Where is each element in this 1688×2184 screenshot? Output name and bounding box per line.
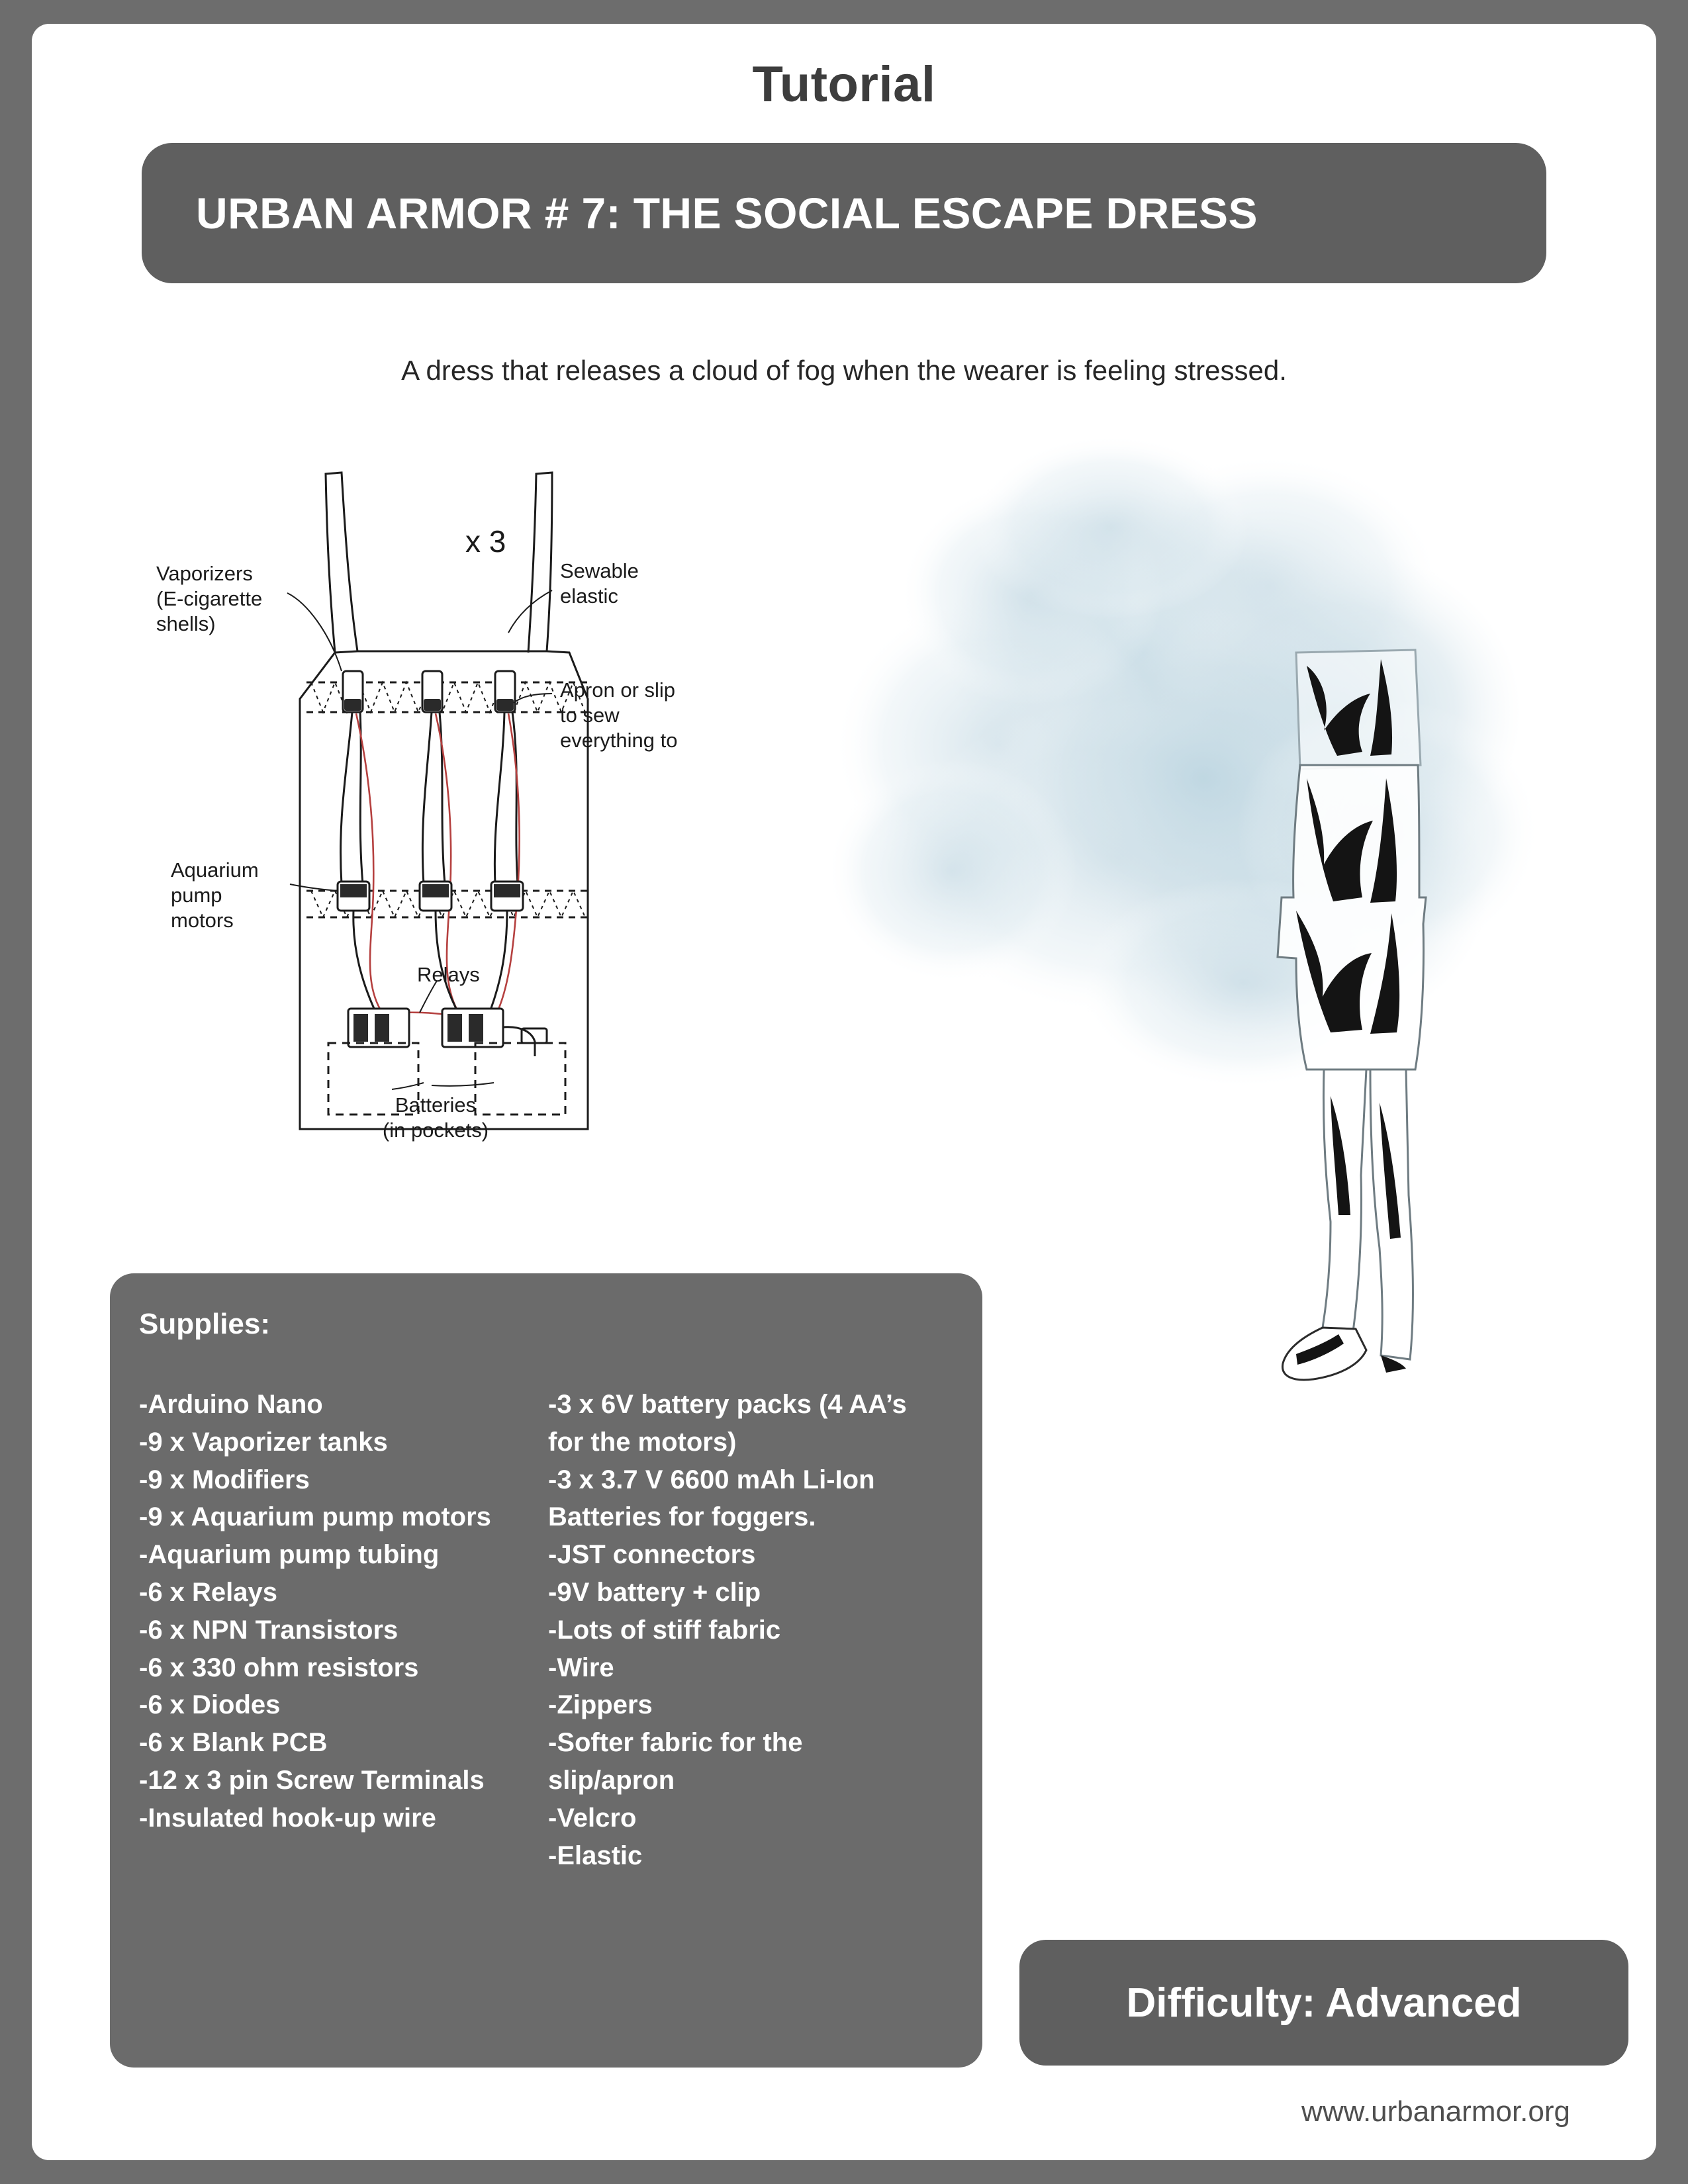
title-banner-text: URBAN ARMOR # 7: THE SOCIAL ESCAPE DRESS bbox=[196, 189, 1258, 238]
page-title: Tutorial bbox=[752, 56, 936, 113]
difficulty-badge bbox=[1019, 1940, 1628, 2066]
list-item: -JST connectors bbox=[548, 1540, 756, 1570]
list-item: -3 x 3.7 V 6600 mAh Li-Ion Batteries for foggers. bbox=[548, 1465, 875, 1532]
list-item: -6 x Relays bbox=[139, 1577, 278, 1607]
list-item: -Softer fabric for the slip/apron bbox=[548, 1728, 803, 1795]
supplies-column-left bbox=[139, 1386, 516, 1874]
list-item: -Velcro bbox=[548, 1803, 637, 1833]
dress-schematic-svg bbox=[164, 461, 866, 1242]
list-item: -9V battery + clip bbox=[548, 1577, 761, 1607]
list-item: -3 x 6V battery packs (4 AA’s for the motors) bbox=[548, 1390, 907, 1457]
list-item: -12 x 3 pin Screw Terminals bbox=[139, 1765, 485, 1795]
tutorial-sheet bbox=[32, 24, 1656, 2160]
label-sewable-elastic: Sewable elastic bbox=[560, 559, 639, 608]
dress-schematic-diagram bbox=[156, 461, 866, 1242]
footer-url: www.urbanarmor.org bbox=[1301, 2095, 1570, 2128]
list-item: -9 x Aquarium pump motors bbox=[139, 1502, 491, 1532]
list-item: -Aquarium pump tubing bbox=[139, 1540, 440, 1570]
list-item: -Elastic bbox=[548, 1841, 643, 1870]
label-batteries: Batteries (in pockets) bbox=[382, 1093, 489, 1142]
list-item: -Arduino Nano bbox=[139, 1390, 323, 1419]
subtitle: A dress that releases a cloud of fog when the wearer is feeling stressed. bbox=[401, 355, 1287, 386]
supplies-columns bbox=[139, 1386, 960, 1874]
difficulty-label: Difficulty: Advanced bbox=[1126, 1979, 1522, 2026]
label-relays: Relays bbox=[417, 963, 480, 986]
list-item: -Zippers bbox=[548, 1690, 653, 1720]
figure-silhouette bbox=[1278, 650, 1426, 1380]
list-item: -9 x Modifiers bbox=[139, 1465, 310, 1494]
list-item: -Lots of stiff fabric bbox=[548, 1615, 781, 1645]
label-apron-or-slip: Apron or slip to sew everything to bbox=[560, 678, 678, 752]
supplies-column-right bbox=[548, 1386, 925, 1874]
supplies-panel bbox=[110, 1273, 982, 2068]
list-item: -Insulated hook-up wire bbox=[139, 1803, 436, 1833]
label-aquarium-pump-motors: Aquarium pump motors bbox=[171, 858, 259, 932]
diagram-multiplier-label: x 3 bbox=[465, 524, 506, 559]
list-item: -9 x Vaporizer tanks bbox=[139, 1427, 388, 1457]
list-item: -6 x Blank PCB bbox=[139, 1728, 328, 1758]
fog-cloud bbox=[833, 434, 1541, 1089]
list-item: -6 x NPN Transistors bbox=[139, 1615, 399, 1645]
supplies-title: Supplies: bbox=[139, 1308, 271, 1340]
title-banner bbox=[142, 143, 1546, 283]
list-item: -6 x 330 ohm resistors bbox=[139, 1653, 419, 1682]
label-vaporizers: Vaporizers (E-cigarette shells) bbox=[156, 562, 263, 635]
list-item: -Wire bbox=[548, 1653, 614, 1682]
list-item: -6 x Diodes bbox=[139, 1690, 281, 1720]
